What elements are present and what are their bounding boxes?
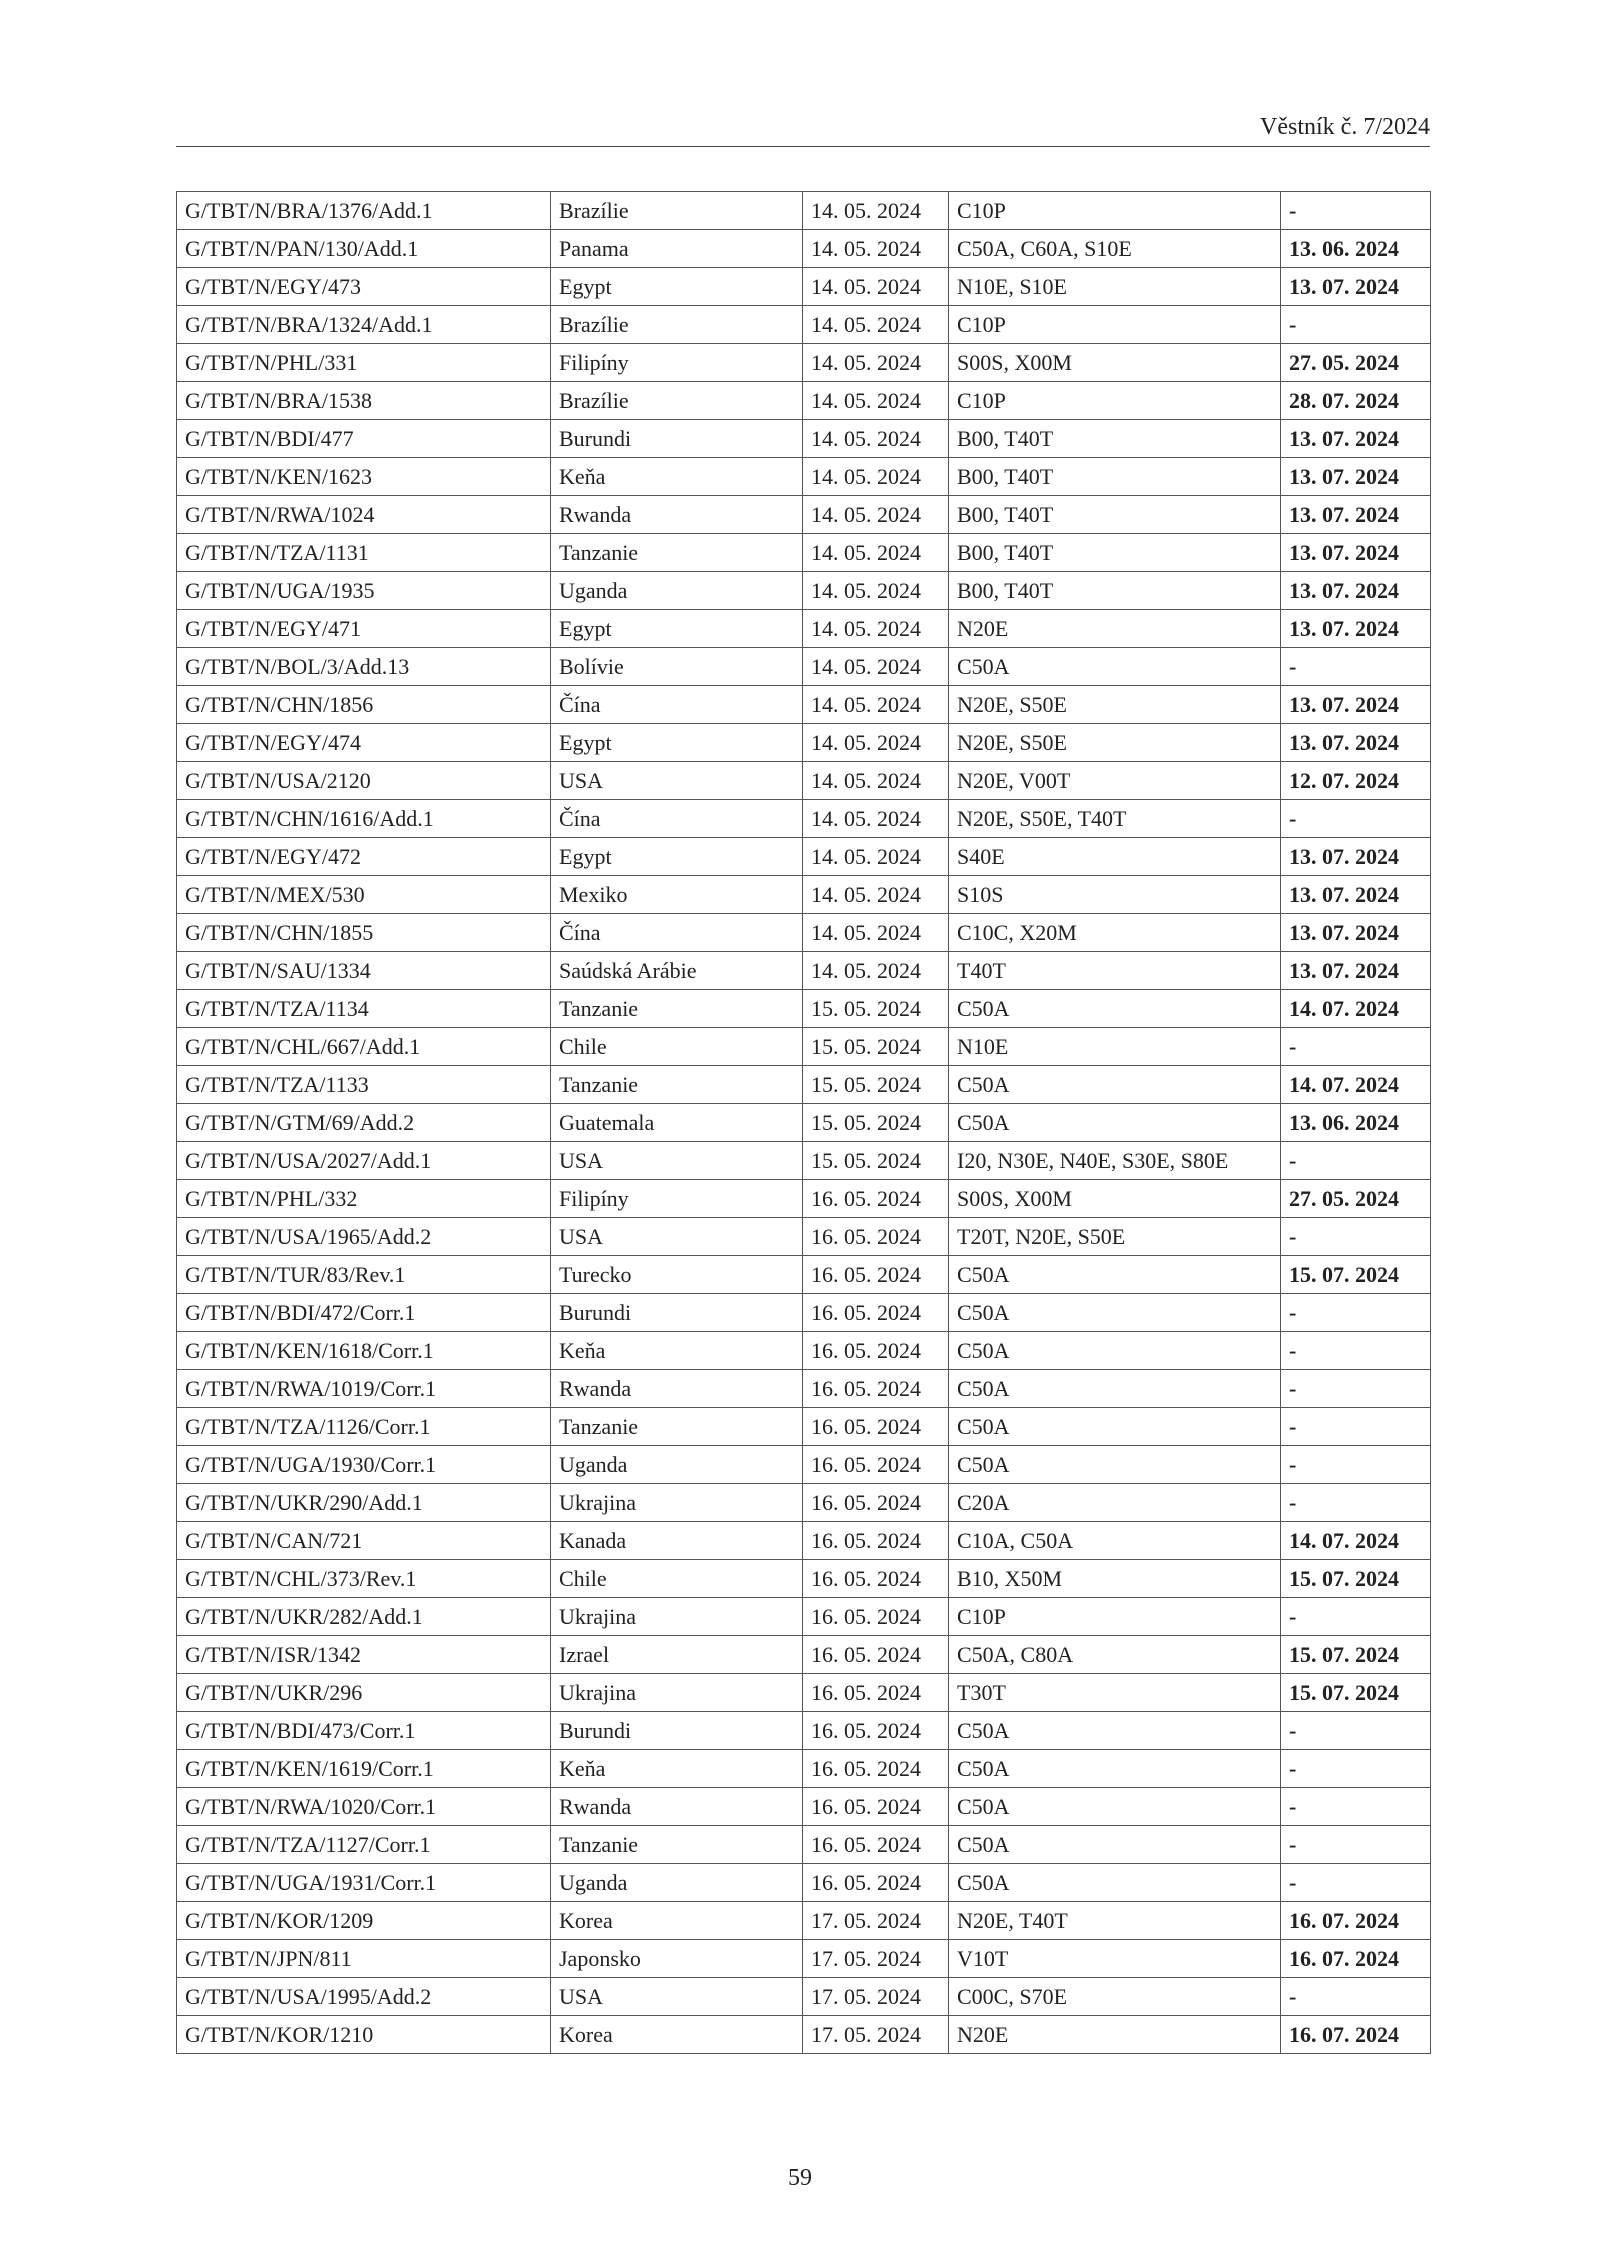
- table-body: [177, 192, 1431, 2054]
- category-code-cell: C10P: [949, 192, 1281, 230]
- notification-code-cell: G/TBT/N/TZA/1131: [177, 534, 551, 572]
- category-code-cell: N20E, S50E, T40T: [949, 800, 1281, 838]
- country-cell: Chile: [551, 1028, 803, 1066]
- country-cell: Mexiko: [551, 876, 803, 914]
- deadline-cell: 13. 06. 2024: [1281, 1104, 1431, 1142]
- deadline-cell: 16. 07. 2024: [1281, 2016, 1431, 2054]
- table-row: [177, 496, 1431, 534]
- notification-code-cell: G/TBT/N/CAN/721: [177, 1522, 551, 1560]
- deadline-cell: 13. 07. 2024: [1281, 420, 1431, 458]
- category-code-cell: C50A: [949, 1294, 1281, 1332]
- notification-code-cell: G/TBT/N/CHL/373/Rev.1: [177, 1560, 551, 1598]
- deadline-cell: -: [1281, 1712, 1431, 1750]
- notification-code-cell: G/TBT/N/KEN/1619/Corr.1: [177, 1750, 551, 1788]
- date-cell: 16. 05. 2024: [803, 1674, 949, 1712]
- notification-code-cell: G/TBT/N/EGY/472: [177, 838, 551, 876]
- table-row: [177, 952, 1431, 990]
- notification-code-cell: G/TBT/N/USA/1965/Add.2: [177, 1218, 551, 1256]
- country-cell: Rwanda: [551, 1788, 803, 1826]
- table-row: [177, 686, 1431, 724]
- deadline-cell: -: [1281, 306, 1431, 344]
- notification-code-cell: G/TBT/N/JPN/811: [177, 1940, 551, 1978]
- category-code-cell: N20E, S50E: [949, 686, 1281, 724]
- country-cell: Korea: [551, 2016, 803, 2054]
- country-cell: Tanzanie: [551, 990, 803, 1028]
- category-code-cell: N20E: [949, 2016, 1281, 2054]
- table-row: [177, 838, 1431, 876]
- deadline-cell: -: [1281, 1598, 1431, 1636]
- notification-code-cell: G/TBT/N/UGA/1930/Corr.1: [177, 1446, 551, 1484]
- deadline-cell: -: [1281, 1408, 1431, 1446]
- date-cell: 14. 05. 2024: [803, 420, 949, 458]
- table-row: [177, 1902, 1431, 1940]
- date-cell: 14. 05. 2024: [803, 306, 949, 344]
- category-code-cell: N20E, S50E: [949, 724, 1281, 762]
- table-row: [177, 2016, 1431, 2054]
- category-code-cell: T20T, N20E, S50E: [949, 1218, 1281, 1256]
- category-code-cell: C20A: [949, 1484, 1281, 1522]
- date-cell: 14. 05. 2024: [803, 382, 949, 420]
- notification-code-cell: G/TBT/N/PHL/332: [177, 1180, 551, 1218]
- country-cell: Egypt: [551, 724, 803, 762]
- deadline-cell: 13. 07. 2024: [1281, 914, 1431, 952]
- date-cell: 14. 05. 2024: [803, 648, 949, 686]
- date-cell: 17. 05. 2024: [803, 2016, 949, 2054]
- category-code-cell: C50A: [949, 1446, 1281, 1484]
- deadline-cell: 15. 07. 2024: [1281, 1636, 1431, 1674]
- date-cell: 15. 05. 2024: [803, 990, 949, 1028]
- notification-code-cell: G/TBT/N/MEX/530: [177, 876, 551, 914]
- table-row: [177, 534, 1431, 572]
- country-cell: Egypt: [551, 268, 803, 306]
- category-code-cell: C50A: [949, 1066, 1281, 1104]
- table-row: [177, 1484, 1431, 1522]
- deadline-cell: 27. 05. 2024: [1281, 1180, 1431, 1218]
- date-cell: 14. 05. 2024: [803, 610, 949, 648]
- notification-code-cell: G/TBT/N/RWA/1020/Corr.1: [177, 1788, 551, 1826]
- table-row: [177, 1142, 1431, 1180]
- notification-code-cell: G/TBT/N/USA/2027/Add.1: [177, 1142, 551, 1180]
- date-cell: 16. 05. 2024: [803, 1826, 949, 1864]
- table-row: [177, 762, 1431, 800]
- date-cell: 16. 05. 2024: [803, 1750, 949, 1788]
- category-code-cell: C10P: [949, 306, 1281, 344]
- notification-code-cell: G/TBT/N/CHL/667/Add.1: [177, 1028, 551, 1066]
- category-code-cell: C50A: [949, 648, 1281, 686]
- notification-code-cell: G/TBT/N/CHN/1855: [177, 914, 551, 952]
- table-row: [177, 1940, 1431, 1978]
- date-cell: 16. 05. 2024: [803, 1180, 949, 1218]
- country-cell: Keňa: [551, 1750, 803, 1788]
- category-code-cell: C50A: [949, 990, 1281, 1028]
- notification-code-cell: G/TBT/N/USA/1995/Add.2: [177, 1978, 551, 2016]
- country-cell: USA: [551, 762, 803, 800]
- notification-code-cell: G/TBT/N/CHN/1616/Add.1: [177, 800, 551, 838]
- category-code-cell: S40E: [949, 838, 1281, 876]
- notification-code-cell: G/TBT/N/UKR/282/Add.1: [177, 1598, 551, 1636]
- notification-table: [176, 191, 1431, 2054]
- table-row: [177, 192, 1431, 230]
- table-row: [177, 230, 1431, 268]
- notification-code-cell: G/TBT/N/KEN/1618/Corr.1: [177, 1332, 551, 1370]
- journal-title: Věstník č. 7/2024: [1260, 114, 1430, 140]
- notification-code-cell: G/TBT/N/TZA/1126/Corr.1: [177, 1408, 551, 1446]
- notification-code-cell: G/TBT/N/UKR/290/Add.1: [177, 1484, 551, 1522]
- date-cell: 14. 05. 2024: [803, 496, 949, 534]
- date-cell: 14. 05. 2024: [803, 192, 949, 230]
- table-row: [177, 1028, 1431, 1066]
- country-cell: Egypt: [551, 610, 803, 648]
- category-code-cell: C50A: [949, 1826, 1281, 1864]
- date-cell: 15. 05. 2024: [803, 1142, 949, 1180]
- table-row: [177, 1598, 1431, 1636]
- deadline-cell: -: [1281, 1028, 1431, 1066]
- deadline-cell: 14. 07. 2024: [1281, 1522, 1431, 1560]
- deadline-cell: -: [1281, 1484, 1431, 1522]
- table-row: [177, 1788, 1431, 1826]
- date-cell: 14. 05. 2024: [803, 686, 949, 724]
- notification-code-cell: G/TBT/N/EGY/474: [177, 724, 551, 762]
- date-cell: 14. 05. 2024: [803, 268, 949, 306]
- table-row: [177, 1522, 1431, 1560]
- date-cell: 16. 05. 2024: [803, 1446, 949, 1484]
- country-cell: Bolívie: [551, 648, 803, 686]
- country-cell: Burundi: [551, 420, 803, 458]
- deadline-cell: 15. 07. 2024: [1281, 1560, 1431, 1598]
- table-row: [177, 268, 1431, 306]
- deadline-cell: 13. 07. 2024: [1281, 534, 1431, 572]
- deadline-cell: -: [1281, 1750, 1431, 1788]
- notification-code-cell: G/TBT/N/UGA/1935: [177, 572, 551, 610]
- deadline-cell: -: [1281, 1370, 1431, 1408]
- category-code-cell: B00, T40T: [949, 572, 1281, 610]
- table-row: [177, 1180, 1431, 1218]
- date-cell: 16. 05. 2024: [803, 1560, 949, 1598]
- date-cell: 14. 05. 2024: [803, 914, 949, 952]
- date-cell: 16. 05. 2024: [803, 1256, 949, 1294]
- deadline-cell: -: [1281, 192, 1431, 230]
- deadline-cell: -: [1281, 800, 1431, 838]
- country-cell: Uganda: [551, 1864, 803, 1902]
- page-number: 59: [788, 2165, 812, 2191]
- category-code-cell: I20, N30E, N40E, S30E, S80E: [949, 1142, 1281, 1180]
- deadline-cell: -: [1281, 1218, 1431, 1256]
- country-cell: Tanzanie: [551, 1826, 803, 1864]
- category-code-cell: N20E, V00T: [949, 762, 1281, 800]
- date-cell: 16. 05. 2024: [803, 1370, 949, 1408]
- date-cell: 16. 05. 2024: [803, 1522, 949, 1560]
- deadline-cell: 28. 07. 2024: [1281, 382, 1431, 420]
- deadline-cell: 15. 07. 2024: [1281, 1256, 1431, 1294]
- category-code-cell: C50A: [949, 1788, 1281, 1826]
- table-row: [177, 1370, 1431, 1408]
- country-cell: Izrael: [551, 1636, 803, 1674]
- notification-code-cell: G/TBT/N/GTM/69/Add.2: [177, 1104, 551, 1142]
- table-row: [177, 800, 1431, 838]
- date-cell: 16. 05. 2024: [803, 1864, 949, 1902]
- notification-code-cell: G/TBT/N/KEN/1623: [177, 458, 551, 496]
- notification-code-cell: G/TBT/N/UKR/296: [177, 1674, 551, 1712]
- date-cell: 16. 05. 2024: [803, 1598, 949, 1636]
- country-cell: Brazílie: [551, 192, 803, 230]
- table-row: [177, 1332, 1431, 1370]
- category-code-cell: C50A: [949, 1408, 1281, 1446]
- notification-code-cell: G/TBT/N/KOR/1209: [177, 1902, 551, 1940]
- country-cell: Saúdská Arábie: [551, 952, 803, 990]
- notification-code-cell: G/TBT/N/BOL/3/Add.13: [177, 648, 551, 686]
- category-code-cell: S10S: [949, 876, 1281, 914]
- deadline-cell: 13. 07. 2024: [1281, 876, 1431, 914]
- country-cell: Brazílie: [551, 306, 803, 344]
- category-code-cell: C10C, X20M: [949, 914, 1281, 952]
- deadline-cell: 27. 05. 2024: [1281, 344, 1431, 382]
- country-cell: Uganda: [551, 1446, 803, 1484]
- country-cell: Uganda: [551, 572, 803, 610]
- deadline-cell: 13. 06. 2024: [1281, 230, 1431, 268]
- date-cell: 16. 05. 2024: [803, 1788, 949, 1826]
- date-cell: 14. 05. 2024: [803, 458, 949, 496]
- country-cell: USA: [551, 1142, 803, 1180]
- notification-code-cell: G/TBT/N/TZA/1127/Corr.1: [177, 1826, 551, 1864]
- country-cell: Kanada: [551, 1522, 803, 1560]
- category-code-cell: C00C, S70E: [949, 1978, 1281, 2016]
- category-code-cell: T30T: [949, 1674, 1281, 1712]
- country-cell: Čína: [551, 686, 803, 724]
- table-row: [177, 1256, 1431, 1294]
- country-cell: Ukrajina: [551, 1598, 803, 1636]
- page-header: [176, 112, 1430, 147]
- category-code-cell: C10P: [949, 1598, 1281, 1636]
- date-cell: 14. 05. 2024: [803, 952, 949, 990]
- category-code-cell: C10P: [949, 382, 1281, 420]
- date-cell: 16. 05. 2024: [803, 1294, 949, 1332]
- table-row: [177, 344, 1431, 382]
- notification-code-cell: G/TBT/N/BDI/472/Corr.1: [177, 1294, 551, 1332]
- category-code-cell: N20E, T40T: [949, 1902, 1281, 1940]
- country-cell: Japonsko: [551, 1940, 803, 1978]
- deadline-cell: 12. 07. 2024: [1281, 762, 1431, 800]
- deadline-cell: 13. 07. 2024: [1281, 268, 1431, 306]
- deadline-cell: -: [1281, 1142, 1431, 1180]
- table-row: [177, 1104, 1431, 1142]
- deadline-cell: 13. 07. 2024: [1281, 496, 1431, 534]
- category-code-cell: N10E: [949, 1028, 1281, 1066]
- notification-code-cell: G/TBT/N/USA/2120: [177, 762, 551, 800]
- country-cell: Filipíny: [551, 344, 803, 382]
- deadline-cell: 13. 07. 2024: [1281, 610, 1431, 648]
- date-cell: 14. 05. 2024: [803, 800, 949, 838]
- table-row: [177, 1826, 1431, 1864]
- deadline-cell: 16. 07. 2024: [1281, 1940, 1431, 1978]
- date-cell: 15. 05. 2024: [803, 1066, 949, 1104]
- table-row: [177, 648, 1431, 686]
- notification-code-cell: G/TBT/N/PAN/130/Add.1: [177, 230, 551, 268]
- deadline-cell: -: [1281, 1332, 1431, 1370]
- table-row: [177, 420, 1431, 458]
- date-cell: 14. 05. 2024: [803, 838, 949, 876]
- table-row: [177, 1750, 1431, 1788]
- table-row: [177, 1712, 1431, 1750]
- notification-code-cell: G/TBT/N/BRA/1376/Add.1: [177, 192, 551, 230]
- notification-code-cell: G/TBT/N/ISR/1342: [177, 1636, 551, 1674]
- table-row: [177, 1674, 1431, 1712]
- country-cell: USA: [551, 1978, 803, 2016]
- country-cell: USA: [551, 1218, 803, 1256]
- date-cell: 16. 05. 2024: [803, 1712, 949, 1750]
- deadline-cell: -: [1281, 1788, 1431, 1826]
- date-cell: 14. 05. 2024: [803, 230, 949, 268]
- category-code-cell: S00S, X00M: [949, 344, 1281, 382]
- deadline-cell: 14. 07. 2024: [1281, 1066, 1431, 1104]
- country-cell: Guatemala: [551, 1104, 803, 1142]
- deadline-cell: 16. 07. 2024: [1281, 1902, 1431, 1940]
- category-code-cell: T40T: [949, 952, 1281, 990]
- country-cell: Panama: [551, 230, 803, 268]
- deadline-cell: 13. 07. 2024: [1281, 952, 1431, 990]
- category-code-cell: B10, X50M: [949, 1560, 1281, 1598]
- category-code-cell: C50A: [949, 1712, 1281, 1750]
- category-code-cell: N10E, S10E: [949, 268, 1281, 306]
- category-code-cell: C50A: [949, 1256, 1281, 1294]
- country-cell: Korea: [551, 1902, 803, 1940]
- deadline-cell: 13. 07. 2024: [1281, 458, 1431, 496]
- notification-code-cell: G/TBT/N/KOR/1210: [177, 2016, 551, 2054]
- date-cell: 16. 05. 2024: [803, 1408, 949, 1446]
- category-code-cell: S00S, X00M: [949, 1180, 1281, 1218]
- country-cell: Chile: [551, 1560, 803, 1598]
- category-code-cell: B00, T40T: [949, 420, 1281, 458]
- category-code-cell: B00, T40T: [949, 496, 1281, 534]
- date-cell: 14. 05. 2024: [803, 572, 949, 610]
- table-row: [177, 876, 1431, 914]
- table-row: [177, 990, 1431, 1028]
- notification-code-cell: G/TBT/N/PHL/331: [177, 344, 551, 382]
- deadline-cell: -: [1281, 1864, 1431, 1902]
- country-cell: Brazílie: [551, 382, 803, 420]
- notification-code-cell: G/TBT/N/BDI/477: [177, 420, 551, 458]
- notification-code-cell: G/TBT/N/CHN/1856: [177, 686, 551, 724]
- table-row: [177, 458, 1431, 496]
- date-cell: 15. 05. 2024: [803, 1104, 949, 1142]
- table-row: [177, 306, 1431, 344]
- date-cell: 14. 05. 2024: [803, 762, 949, 800]
- category-code-cell: C50A: [949, 1750, 1281, 1788]
- deadline-cell: -: [1281, 1446, 1431, 1484]
- notification-code-cell: G/TBT/N/SAU/1334: [177, 952, 551, 990]
- country-cell: Rwanda: [551, 496, 803, 534]
- country-cell: Turecko: [551, 1256, 803, 1294]
- notification-code-cell: G/TBT/N/RWA/1024: [177, 496, 551, 534]
- table-row: [177, 1636, 1431, 1674]
- country-cell: Tanzanie: [551, 1408, 803, 1446]
- country-cell: Burundi: [551, 1294, 803, 1332]
- deadline-cell: -: [1281, 1294, 1431, 1332]
- date-cell: 14. 05. 2024: [803, 724, 949, 762]
- date-cell: 14. 05. 2024: [803, 876, 949, 914]
- country-cell: Keňa: [551, 1332, 803, 1370]
- category-code-cell: N20E: [949, 610, 1281, 648]
- notification-code-cell: G/TBT/N/UGA/1931/Corr.1: [177, 1864, 551, 1902]
- category-code-cell: B00, T40T: [949, 458, 1281, 496]
- country-cell: Ukrajina: [551, 1674, 803, 1712]
- table-row: [177, 724, 1431, 762]
- date-cell: 15. 05. 2024: [803, 1028, 949, 1066]
- country-cell: Čína: [551, 800, 803, 838]
- category-code-cell: B00, T40T: [949, 534, 1281, 572]
- notification-code-cell: G/TBT/N/BDI/473/Corr.1: [177, 1712, 551, 1750]
- date-cell: 17. 05. 2024: [803, 1978, 949, 2016]
- category-code-cell: C50A: [949, 1332, 1281, 1370]
- notification-code-cell: G/TBT/N/EGY/473: [177, 268, 551, 306]
- country-cell: Tanzanie: [551, 1066, 803, 1104]
- date-cell: 16. 05. 2024: [803, 1484, 949, 1522]
- country-cell: Keňa: [551, 458, 803, 496]
- table-row: [177, 1864, 1431, 1902]
- category-code-cell: C50A, C60A, S10E: [949, 230, 1281, 268]
- table-row: [177, 610, 1431, 648]
- deadline-cell: 13. 07. 2024: [1281, 724, 1431, 762]
- deadline-cell: 15. 07. 2024: [1281, 1674, 1431, 1712]
- country-cell: Ukrajina: [551, 1484, 803, 1522]
- country-cell: Filipíny: [551, 1180, 803, 1218]
- deadline-cell: -: [1281, 1978, 1431, 2016]
- date-cell: 14. 05. 2024: [803, 344, 949, 382]
- table-row: [177, 1978, 1431, 2016]
- category-code-cell: C10A, C50A: [949, 1522, 1281, 1560]
- country-cell: Tanzanie: [551, 534, 803, 572]
- notification-code-cell: G/TBT/N/RWA/1019/Corr.1: [177, 1370, 551, 1408]
- date-cell: 14. 05. 2024: [803, 534, 949, 572]
- table-row: [177, 1446, 1431, 1484]
- category-code-cell: V10T: [949, 1940, 1281, 1978]
- table-row: [177, 1294, 1431, 1332]
- table-row: [177, 1066, 1431, 1104]
- country-cell: Egypt: [551, 838, 803, 876]
- notification-code-cell: G/TBT/N/BRA/1538: [177, 382, 551, 420]
- category-code-cell: C50A: [949, 1370, 1281, 1408]
- notification-code-cell: G/TBT/N/EGY/471: [177, 610, 551, 648]
- date-cell: 17. 05. 2024: [803, 1902, 949, 1940]
- deadline-cell: -: [1281, 1826, 1431, 1864]
- deadline-cell: 13. 07. 2024: [1281, 838, 1431, 876]
- table-row: [177, 914, 1431, 952]
- country-cell: Burundi: [551, 1712, 803, 1750]
- country-cell: Rwanda: [551, 1370, 803, 1408]
- date-cell: 16. 05. 2024: [803, 1332, 949, 1370]
- deadline-cell: 13. 07. 2024: [1281, 572, 1431, 610]
- date-cell: 16. 05. 2024: [803, 1636, 949, 1674]
- table-row: [177, 382, 1431, 420]
- table-row: [177, 1218, 1431, 1256]
- category-code-cell: C50A, C80A: [949, 1636, 1281, 1674]
- table-row: [177, 572, 1431, 610]
- deadline-cell: -: [1281, 648, 1431, 686]
- table-row: [177, 1408, 1431, 1446]
- date-cell: 16. 05. 2024: [803, 1218, 949, 1256]
- notification-code-cell: G/TBT/N/TZA/1133: [177, 1066, 551, 1104]
- date-cell: 17. 05. 2024: [803, 1940, 949, 1978]
- deadline-cell: 13. 07. 2024: [1281, 686, 1431, 724]
- country-cell: Čína: [551, 914, 803, 952]
- notification-code-cell: G/TBT/N/TUR/83/Rev.1: [177, 1256, 551, 1294]
- notification-code-cell: G/TBT/N/TZA/1134: [177, 990, 551, 1028]
- table-row: [177, 1560, 1431, 1598]
- category-code-cell: C50A: [949, 1864, 1281, 1902]
- notification-code-cell: G/TBT/N/BRA/1324/Add.1: [177, 306, 551, 344]
- deadline-cell: 14. 07. 2024: [1281, 990, 1431, 1028]
- category-code-cell: C50A: [949, 1104, 1281, 1142]
